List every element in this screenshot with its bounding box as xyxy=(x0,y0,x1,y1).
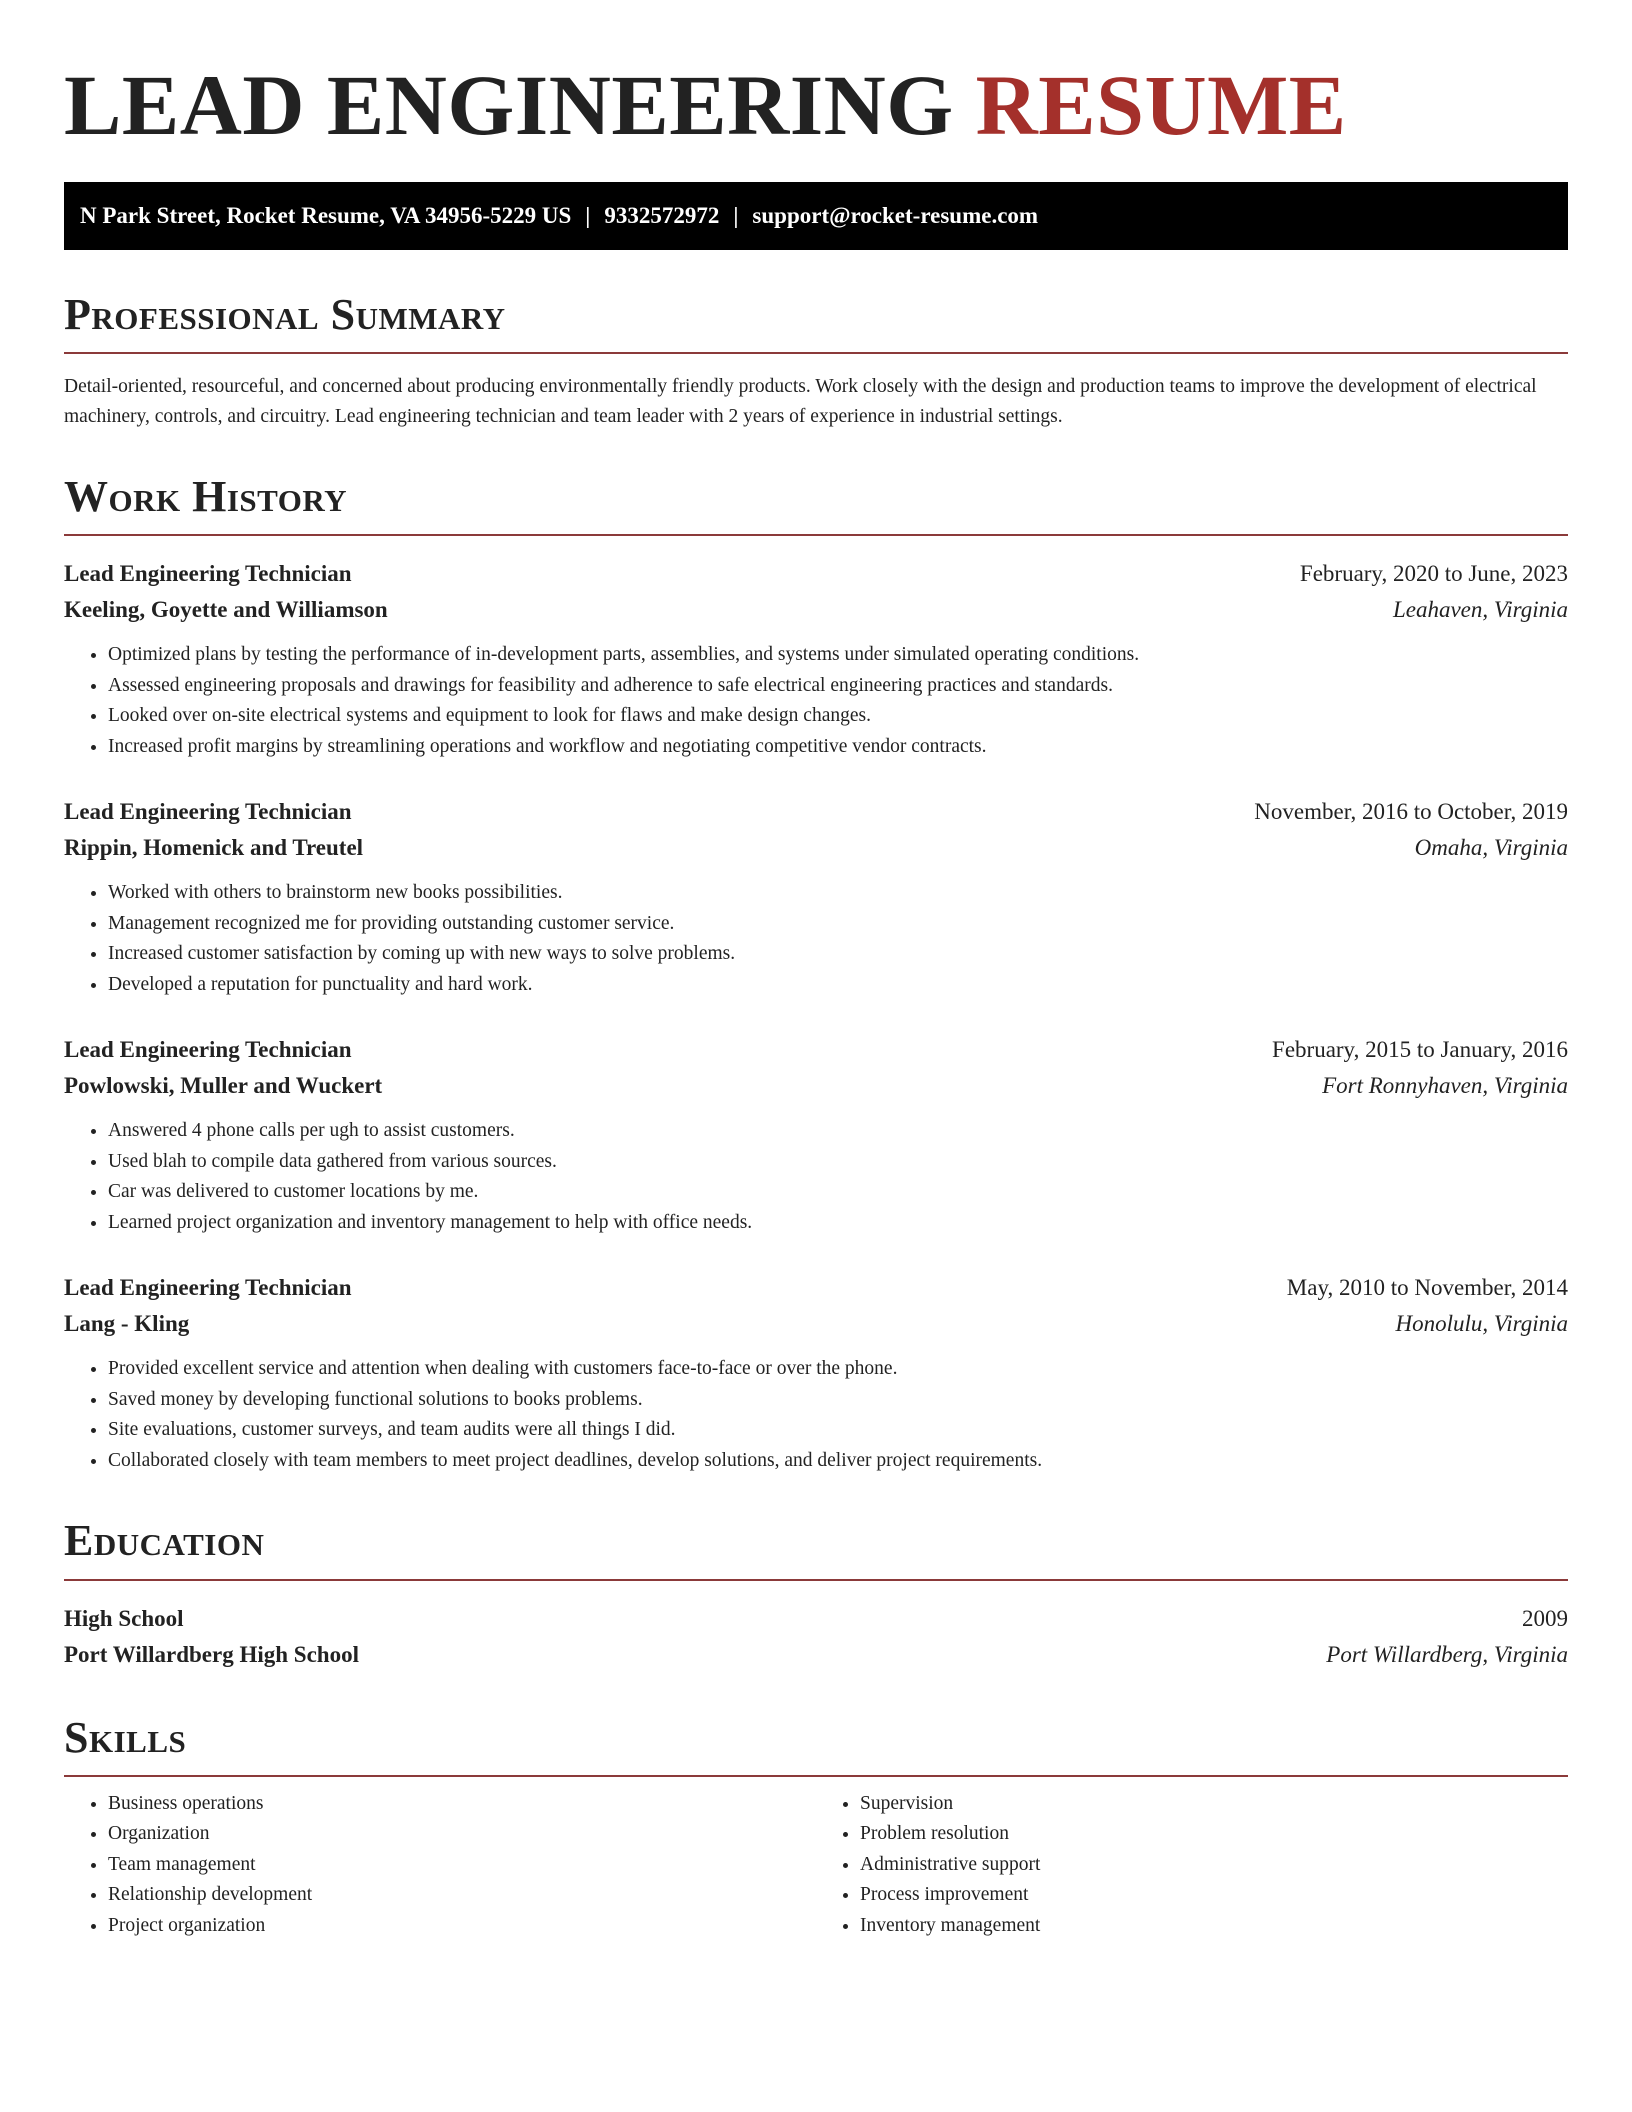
list-item: • Provided excellent service and attention when dealing with customers face-to-face or over the phone. xyxy=(108,1354,1568,1385)
job-dates: May, 2010 to November, 2014 xyxy=(1286,1275,1568,1301)
job-bullets xyxy=(64,640,1568,762)
list-item: • Developed a reputation for punctuality and hard work. xyxy=(108,970,1568,1001)
skill-item: • Inventory management xyxy=(860,1911,1568,1942)
job-dates: November, 2016 to October, 2019 xyxy=(1254,799,1568,825)
list-item: • Looked over on-site electrical systems and equipment to look for flaws and make design changes. xyxy=(108,701,1568,732)
education-location: Port Willardberg, Virginia xyxy=(1326,1641,1568,1667)
job-entry xyxy=(64,794,1568,1000)
education-degree: High School xyxy=(64,1605,184,1631)
contact-separator: | xyxy=(733,203,739,228)
skills-grid xyxy=(64,1789,1568,1942)
job-title: Lead Engineering Technician xyxy=(64,561,352,587)
job-entry xyxy=(64,1032,1568,1238)
list-item: • Saved money by developing functional solutions to books problems. xyxy=(108,1385,1568,1416)
job-title: Lead Engineering Technician xyxy=(64,1037,352,1063)
contact-address: N Park Street, Rocket Resume, VA 34956-5229 US xyxy=(80,203,572,228)
section-divider xyxy=(64,534,1568,536)
skill-item: • Process improvement xyxy=(860,1880,1568,1911)
title-part-2: RESUME xyxy=(975,57,1347,153)
job-bullets xyxy=(64,1116,1568,1238)
skills-column-left xyxy=(64,1789,816,1942)
section-title-summary: Professional Summary xyxy=(64,290,506,339)
education-school: Port Willardberg High School xyxy=(64,1641,359,1667)
section-title-work-history: Work History xyxy=(64,472,348,522)
section-title-skills: Skills xyxy=(64,1712,187,1762)
job-company: Keeling, Goyette and Williamson xyxy=(64,597,388,623)
job-company: Rippin, Homenick and Treutel xyxy=(64,835,364,861)
list-item: • Optimized plans by testing the performance of in-development parts, assemblies, and systems under simulated operating conditions. xyxy=(108,640,1568,671)
contact-separator: | xyxy=(585,203,591,228)
title-part-1: LEAD ENGINEERING xyxy=(64,57,954,153)
skill-item: • Problem resolution xyxy=(860,1819,1568,1850)
job-title: Lead Engineering Technician xyxy=(64,799,352,825)
summary-text: Detail-oriented, resourceful, and concerned about producing environmentally friendly products. Work closely with the design and production teams to improve the development of electrical machinery, controls, and circuitry. Lead engineering technician and team leader with 2 years of experience in industrial settings. xyxy=(64,376,1537,428)
list-item: • Increased customer satisfaction by coming up with new ways to solve problems. xyxy=(108,939,1568,970)
list-item: • Assessed engineering proposals and drawings for feasibility and adherence to safe electrical engineering practices and standards. xyxy=(108,671,1568,702)
list-item: • Answered 4 phone calls per ugh to assist customers. xyxy=(108,1116,1568,1147)
job-entry xyxy=(64,1270,1568,1476)
skill-item: • Organization xyxy=(108,1819,816,1850)
job-title: Lead Engineering Technician xyxy=(64,1275,352,1301)
job-dates: February, 2015 to January, 2016 xyxy=(1272,1037,1568,1063)
section-divider xyxy=(64,1775,1568,1777)
job-location: Omaha, Virginia xyxy=(1414,835,1568,861)
job-bullets xyxy=(64,1354,1568,1476)
job-company: Powlowski, Muller and Wuckert xyxy=(64,1073,383,1099)
list-item: • Used blah to compile data gathered from various sources. xyxy=(108,1147,1568,1178)
resume-title xyxy=(64,57,1568,153)
job-entry xyxy=(64,556,1568,762)
list-item: • Learned project organization and inventory management to help with office needs. xyxy=(108,1208,1568,1239)
skill-item: • Project organization xyxy=(108,1911,816,1942)
job-company: Lang - Kling xyxy=(64,1311,190,1337)
list-item: • Car was delivered to customer locations by me. xyxy=(108,1177,1568,1208)
job-bullets xyxy=(64,878,1568,1000)
list-item: • Increased profit margins by streamlining operations and workflow and negotiating competitive vendor contracts. xyxy=(108,732,1568,763)
skill-item: • Administrative support xyxy=(860,1850,1568,1881)
list-item: • Site evaluations, customer surveys, and team audits were all things I did. xyxy=(108,1415,1568,1446)
contact-bar xyxy=(64,182,1568,250)
list-item: • Management recognized me for providing outstanding customer service. xyxy=(108,909,1568,940)
job-location: Leahaven, Virginia xyxy=(1392,597,1568,623)
education-entry xyxy=(64,1601,1568,1673)
list-item: • Collaborated closely with team members to meet project deadlines, develop solutions, and deliver project requirements. xyxy=(108,1446,1568,1477)
section-divider xyxy=(64,1579,1568,1581)
section-title-education: Education xyxy=(64,1516,265,1566)
education-year: 2009 xyxy=(1522,1605,1568,1631)
contact-phone: 9332572972 xyxy=(604,203,720,228)
job-location: Honolulu, Virginia xyxy=(1395,1311,1568,1337)
skill-item: • Business operations xyxy=(108,1789,816,1820)
skills-column-right xyxy=(816,1789,1568,1942)
contact-email: support@rocket-resume.com xyxy=(752,203,1039,228)
job-dates: February, 2020 to June, 2023 xyxy=(1299,561,1568,587)
section-divider xyxy=(64,352,1568,354)
job-location: Fort Ronnyhaven, Virginia xyxy=(1322,1073,1568,1099)
list-item: • Worked with others to brainstorm new books possibilities. xyxy=(108,878,1568,909)
skill-item: • Relationship development xyxy=(108,1880,816,1911)
skill-item: • Team management xyxy=(108,1850,816,1881)
skill-item: • Supervision xyxy=(860,1789,1568,1820)
